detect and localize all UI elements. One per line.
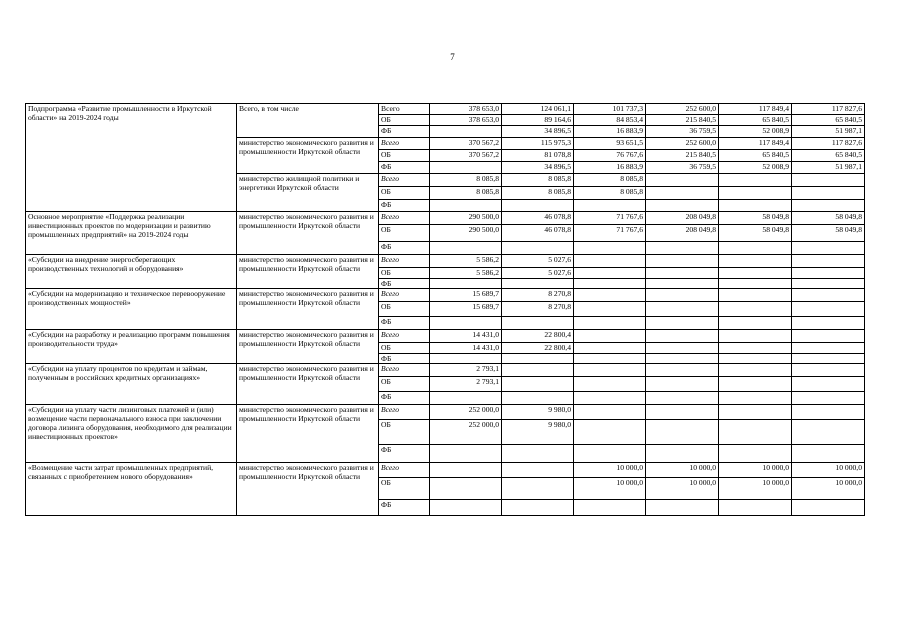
amount-cell — [502, 364, 574, 377]
amount-cell: 52 008,9 — [719, 126, 792, 138]
amount-cell: 10 000,0 — [792, 478, 865, 500]
program-name-cell: «Субсидии на внедрение энергосберегающих производственных технологий и оборудования» — [26, 255, 237, 289]
funding-source-cell: Всего — [379, 289, 430, 302]
program-name-cell: «Субсидии на уплату процентов по кредитам и займам, полученным в российских кредитных организациях» — [26, 364, 237, 405]
amount-cell — [574, 200, 646, 212]
amount-cell — [574, 268, 646, 279]
amount-cell: 290 500,0 — [430, 212, 502, 225]
executor-cell: министерство экономического развития и промышленности Иркутской области — [237, 364, 379, 405]
amount-cell: 5 027,6 — [502, 268, 574, 279]
amount-cell — [792, 268, 865, 279]
funding-source-cell: Всего — [379, 104, 430, 115]
amount-cell — [502, 200, 574, 212]
amount-cell: 117 827,6 — [792, 138, 865, 150]
amount-cell — [574, 330, 646, 343]
amount-cell — [574, 242, 646, 255]
amount-cell — [430, 317, 502, 330]
funding-source-cell: ОБ — [379, 225, 430, 242]
amount-cell — [502, 500, 574, 516]
amount-cell: 8 085,8 — [502, 174, 574, 187]
table-row — [26, 104, 865, 115]
amount-cell — [719, 200, 792, 212]
amount-cell — [430, 392, 502, 405]
amount-cell: 51 987,1 — [792, 126, 865, 138]
amount-cell: 58 049,8 — [792, 225, 865, 242]
amount-cell: 370 567,2 — [430, 138, 502, 150]
amount-cell: 93 651,5 — [574, 138, 646, 150]
funding-source-cell: Всего — [379, 364, 430, 377]
funding-source-cell: ФБ — [379, 200, 430, 212]
amount-cell — [792, 392, 865, 405]
amount-cell — [430, 279, 502, 289]
amount-cell: 124 061,1 — [502, 104, 574, 115]
amount-cell — [646, 392, 719, 405]
amount-cell: 9 980,0 — [502, 405, 574, 420]
amount-cell — [646, 364, 719, 377]
amount-cell: 58 049,8 — [719, 225, 792, 242]
amount-cell — [646, 174, 719, 187]
amount-cell — [574, 255, 646, 268]
amount-cell — [719, 445, 792, 463]
amount-cell — [646, 343, 719, 354]
program-name-cell: «Субсидии на разработку и реализацию программ повышения производительности труда» — [26, 330, 237, 364]
amount-cell — [646, 289, 719, 302]
amount-cell — [719, 255, 792, 268]
amount-cell — [719, 174, 792, 187]
amount-cell — [792, 289, 865, 302]
amount-cell: 10 000,0 — [719, 478, 792, 500]
amount-cell — [646, 405, 719, 420]
amount-cell: 51 987,1 — [792, 162, 865, 174]
amount-cell — [792, 174, 865, 187]
funding-table — [25, 103, 865, 516]
amount-cell: 36 759,5 — [646, 162, 719, 174]
amount-cell — [502, 354, 574, 364]
amount-cell: 252 600,0 — [646, 104, 719, 115]
amount-cell: 5 586,2 — [430, 268, 502, 279]
amount-cell — [574, 445, 646, 463]
funding-source-cell: ФБ — [379, 317, 430, 330]
amount-cell: 252 000,0 — [430, 420, 502, 445]
amount-cell — [792, 200, 865, 212]
amount-cell — [719, 343, 792, 354]
amount-cell: 89 164,6 — [502, 115, 574, 126]
amount-cell — [792, 330, 865, 343]
amount-cell: 10 000,0 — [719, 463, 792, 478]
funding-source-cell: ОБ — [379, 150, 430, 162]
amount-cell — [430, 445, 502, 463]
amount-cell — [792, 255, 865, 268]
table-row — [26, 364, 865, 377]
amount-cell: 8 085,8 — [430, 187, 502, 200]
amount-cell — [646, 302, 719, 317]
amount-cell — [430, 200, 502, 212]
amount-cell — [430, 478, 502, 500]
funding-source-cell: ФБ — [379, 162, 430, 174]
funding-source-cell: Всего — [379, 255, 430, 268]
amount-cell: 5 027,6 — [502, 255, 574, 268]
amount-cell — [574, 500, 646, 516]
table-row — [26, 289, 865, 302]
amount-cell — [792, 364, 865, 377]
amount-cell — [430, 463, 502, 478]
funding-source-cell: ОБ — [379, 377, 430, 392]
amount-cell — [574, 405, 646, 420]
amount-cell — [574, 364, 646, 377]
program-name-cell: Подпрограмма «Развитие промышленности в Иркутской области» на 2019-2024 годы — [26, 104, 237, 212]
funding-source-cell: Всего — [379, 174, 430, 187]
amount-cell: 46 078,8 — [502, 225, 574, 242]
amount-cell: 65 840,5 — [792, 150, 865, 162]
funding-source-cell: Всего — [379, 212, 430, 225]
amount-cell: 252 000,0 — [430, 405, 502, 420]
program-name-cell: «Субсидии на модернизацию и техническое перевооружение производственных мощностей» — [26, 289, 237, 330]
table-row — [26, 405, 865, 420]
amount-cell — [502, 392, 574, 405]
amount-cell: 8 085,8 — [574, 174, 646, 187]
amount-cell — [792, 420, 865, 445]
table-row — [26, 463, 865, 478]
amount-cell: 8 085,8 — [502, 187, 574, 200]
amount-cell: 117 827,6 — [792, 104, 865, 115]
amount-cell: 10 000,0 — [646, 463, 719, 478]
amount-cell: 290 500,0 — [430, 225, 502, 242]
amount-cell — [646, 354, 719, 364]
funding-source-cell: Всего — [379, 138, 430, 150]
executor-cell: министерство экономического развития и промышленности Иркутской области — [237, 330, 379, 364]
executor-cell: министерство экономического развития и промышленности Иркутской области — [237, 405, 379, 463]
amount-cell — [792, 445, 865, 463]
amount-cell: 10 000,0 — [574, 478, 646, 500]
amount-cell: 208 049,8 — [646, 212, 719, 225]
funding-source-cell: ОБ — [379, 343, 430, 354]
funding-source-cell: ФБ — [379, 445, 430, 463]
amount-cell — [719, 317, 792, 330]
amount-cell — [719, 364, 792, 377]
amount-cell — [646, 445, 719, 463]
amount-cell — [719, 187, 792, 200]
amount-cell: 252 600,0 — [646, 138, 719, 150]
amount-cell: 84 853,4 — [574, 115, 646, 126]
amount-cell — [792, 354, 865, 364]
amount-cell: 101 737,3 — [574, 104, 646, 115]
amount-cell: 8 270,8 — [502, 302, 574, 317]
amount-cell: 215 840,5 — [646, 115, 719, 126]
executor-cell: министерство экономического развития и промышленности Иркутской области — [237, 138, 379, 174]
amount-cell: 52 008,9 — [719, 162, 792, 174]
amount-cell — [719, 392, 792, 405]
amount-cell: 8 085,8 — [574, 187, 646, 200]
amount-cell — [574, 420, 646, 445]
amount-cell — [502, 279, 574, 289]
funding-source-cell: ОБ — [379, 420, 430, 445]
amount-cell: 22 800,4 — [502, 330, 574, 343]
amount-cell — [792, 242, 865, 255]
amount-cell — [502, 445, 574, 463]
amount-cell: 370 567,2 — [430, 150, 502, 162]
amount-cell — [502, 478, 574, 500]
amount-cell — [646, 187, 719, 200]
amount-cell: 58 049,8 — [719, 212, 792, 225]
funding-source-cell: ОБ — [379, 478, 430, 500]
executor-cell: министерство экономического развития и промышленности Иркутской области — [237, 255, 379, 289]
amount-cell — [792, 405, 865, 420]
amount-cell — [574, 354, 646, 364]
amount-cell — [646, 377, 719, 392]
amount-cell: 65 840,5 — [719, 150, 792, 162]
amount-cell — [719, 354, 792, 364]
funding-source-cell: ОБ — [379, 302, 430, 317]
amount-cell — [430, 126, 502, 138]
amount-cell: 10 000,0 — [574, 463, 646, 478]
program-name-cell: «Возмещение части затрат промышленных предприятий, связанных с приобретением нового оборудования» — [26, 463, 237, 516]
funding-source-cell: ФБ — [379, 279, 430, 289]
amount-cell — [574, 289, 646, 302]
funding-source-cell: ФБ — [379, 500, 430, 516]
amount-cell — [430, 354, 502, 364]
amount-cell — [792, 343, 865, 354]
amount-cell: 65 840,5 — [719, 115, 792, 126]
amount-cell: 215 840,5 — [646, 150, 719, 162]
executor-cell: Всего, в том числе — [237, 104, 379, 138]
executor-cell: министерство экономического развития и промышленности Иркутской области — [237, 463, 379, 516]
amount-cell — [719, 242, 792, 255]
amount-cell — [574, 302, 646, 317]
funding-source-cell: ФБ — [379, 354, 430, 364]
table-row — [26, 255, 865, 268]
amount-cell — [719, 377, 792, 392]
executor-cell: министерство экономического развития и промышленности Иркутской области — [237, 212, 379, 255]
funding-source-cell: Всего — [379, 405, 430, 420]
amount-cell — [430, 162, 502, 174]
amount-cell — [574, 343, 646, 354]
amount-cell: 8 085,8 — [430, 174, 502, 187]
table-row — [26, 330, 865, 343]
amount-cell — [719, 302, 792, 317]
amount-cell: 117 849,4 — [719, 138, 792, 150]
amount-cell: 10 000,0 — [792, 463, 865, 478]
amount-cell: 22 800,4 — [502, 343, 574, 354]
amount-cell: 2 793,1 — [430, 364, 502, 377]
amount-cell — [430, 242, 502, 255]
amount-cell: 16 883,9 — [574, 126, 646, 138]
amount-cell — [792, 500, 865, 516]
amount-cell — [646, 317, 719, 330]
amount-cell: 34 896,5 — [502, 162, 574, 174]
amount-cell — [792, 377, 865, 392]
funding-source-cell: ОБ — [379, 115, 430, 126]
amount-cell — [792, 187, 865, 200]
amount-cell — [646, 268, 719, 279]
amount-cell — [719, 420, 792, 445]
amount-cell — [792, 279, 865, 289]
amount-cell — [430, 500, 502, 516]
amount-cell: 71 767,6 — [574, 225, 646, 242]
amount-cell — [719, 405, 792, 420]
table-row — [26, 212, 865, 225]
amount-cell: 76 767,6 — [574, 150, 646, 162]
amount-cell — [646, 279, 719, 289]
funding-source-cell: ОБ — [379, 187, 430, 200]
amount-cell: 36 759,5 — [646, 126, 719, 138]
funding-source-cell: ФБ — [379, 126, 430, 138]
amount-cell: 65 840,5 — [792, 115, 865, 126]
amount-cell — [574, 377, 646, 392]
amount-cell: 71 767,6 — [574, 212, 646, 225]
page-number: 7 — [450, 52, 455, 62]
amount-cell — [646, 420, 719, 445]
executor-cell: министерство экономического развития и промышленности Иркутской области — [237, 289, 379, 330]
amount-cell — [574, 279, 646, 289]
amount-cell: 378 653,0 — [430, 104, 502, 115]
amount-cell — [574, 317, 646, 330]
amount-cell: 14 431,0 — [430, 330, 502, 343]
amount-cell — [719, 500, 792, 516]
amount-cell: 5 586,2 — [430, 255, 502, 268]
amount-cell — [646, 500, 719, 516]
amount-cell: 81 078,8 — [502, 150, 574, 162]
amount-cell — [646, 330, 719, 343]
amount-cell: 208 049,8 — [646, 225, 719, 242]
program-name-cell: Основное мероприятие «Поддержка реализации инвестиционных проектов по модернизации и развитию промышленных предприятий» на 2019-2024 годы — [26, 212, 237, 255]
funding-source-cell: ОБ — [379, 268, 430, 279]
amount-cell: 34 896,5 — [502, 126, 574, 138]
amount-cell — [646, 242, 719, 255]
amount-cell — [792, 317, 865, 330]
amount-cell: 8 270,8 — [502, 289, 574, 302]
funding-source-cell: Всего — [379, 463, 430, 478]
amount-cell — [502, 463, 574, 478]
amount-cell: 14 431,0 — [430, 343, 502, 354]
amount-cell — [502, 377, 574, 392]
amount-cell — [502, 242, 574, 255]
amount-cell — [502, 317, 574, 330]
amount-cell: 117 849,4 — [719, 104, 792, 115]
amount-cell: 9 980,0 — [502, 420, 574, 445]
amount-cell: 15 689,7 — [430, 302, 502, 317]
amount-cell — [574, 392, 646, 405]
amount-cell — [792, 302, 865, 317]
program-name-cell: «Субсидии на уплату части лизинговых платежей и (или) возмещение части первоначального взноса при заключении договора лизинга оборудования, необходимого для реализации инвестиционных проектов» — [26, 405, 237, 463]
amount-cell: 15 689,7 — [430, 289, 502, 302]
amount-cell — [646, 200, 719, 212]
amount-cell: 46 078,8 — [502, 212, 574, 225]
amount-cell: 378 653,0 — [430, 115, 502, 126]
executor-cell: министерство жилищной политики и энергетики Иркутской области — [237, 174, 379, 212]
amount-cell: 10 000,0 — [646, 478, 719, 500]
amount-cell: 2 793,1 — [430, 377, 502, 392]
funding-source-cell: ФБ — [379, 242, 430, 255]
amount-cell: 58 049,8 — [792, 212, 865, 225]
amount-cell — [719, 268, 792, 279]
amount-cell: 115 975,3 — [502, 138, 574, 150]
amount-cell — [719, 279, 792, 289]
amount-cell: 16 883,9 — [574, 162, 646, 174]
amount-cell — [719, 289, 792, 302]
amount-cell — [646, 255, 719, 268]
funding-source-cell: ФБ — [379, 392, 430, 405]
amount-cell — [719, 330, 792, 343]
funding-source-cell: Всего — [379, 330, 430, 343]
